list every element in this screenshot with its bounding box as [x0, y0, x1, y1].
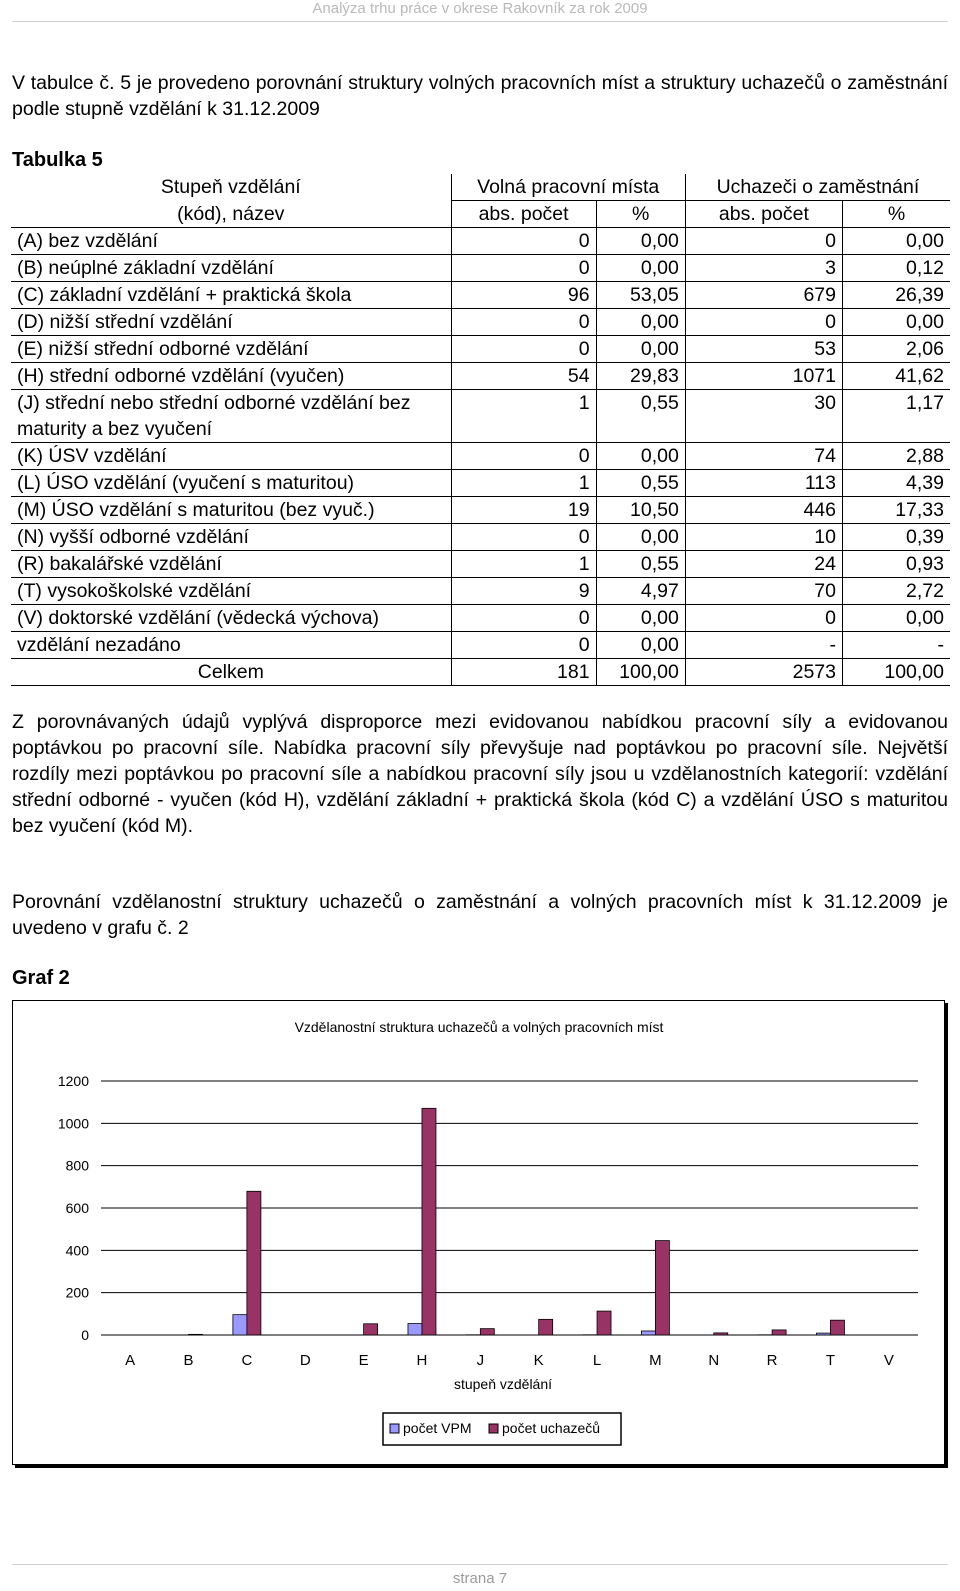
y-tick-label: 200	[65, 1284, 89, 1301]
row-uch-pct: 17,33	[842, 497, 950, 524]
bar-uch	[655, 1241, 669, 1335]
row-uch: 0	[685, 605, 842, 632]
row-name: (H) střední odborné vzdělání (vyučen)	[11, 363, 451, 390]
table-row	[11, 363, 950, 390]
header-vpm-abs: abs. počet	[451, 201, 596, 228]
row-uch-pct: 4,39	[842, 470, 950, 497]
bar-chart	[13, 1001, 944, 1464]
analysis-paragraph: Z porovnávaných údajů vyplývá disproporce mezi evidovanou nabídkou pracovní síly a evidovanou poptávkou po pracovní síle. Nabídka pracovní síly převyšuje nad poptávkou po pracovní síle. Největší rozdíly mezi poptávkou po pracovní síle a nabídkou pracovní síly jsou u vzdělanostních kategorií: vzdělání střední odborné - vyučen (kód H), vzdělání základní + praktická škola (kód C) a vzdělání ÚSO s maturitou bez vyučení (kód M).	[12, 711, 948, 837]
header-col1-line1: Stupeň vzdělání	[160, 176, 301, 198]
header-uch-abs: abs. počet	[685, 201, 842, 228]
row-uch-pct: 2,06	[842, 336, 950, 363]
bar-vpm	[816, 1333, 830, 1335]
row-uch-pct: -	[842, 632, 950, 659]
education-table	[11, 174, 950, 686]
table-row	[11, 551, 950, 578]
header-vpm-pct: %	[596, 201, 685, 228]
bar-uch	[772, 1330, 786, 1335]
header-uch-pct: %	[842, 201, 950, 228]
row-vpm-pct: 0,55	[596, 390, 685, 443]
row-vpm: 9	[451, 578, 596, 605]
total-vpm: 181	[451, 659, 596, 686]
table-row	[11, 524, 950, 551]
row-vpm-pct: 0,00	[596, 228, 685, 255]
y-tick-label: 400	[65, 1242, 89, 1259]
row-uch-pct: 0,00	[842, 605, 950, 632]
table-row	[11, 470, 950, 497]
bar-uch	[714, 1333, 728, 1335]
row-uch: 1071	[685, 363, 842, 390]
row-vpm-pct: 29,83	[596, 363, 685, 390]
row-uch: 70	[685, 578, 842, 605]
legend-swatch-vpm	[390, 1424, 399, 1433]
table-row	[11, 578, 950, 605]
x-axis-label: stupeň vzdělání	[453, 1376, 553, 1392]
row-vpm-pct: 0,00	[596, 255, 685, 282]
row-vpm-pct: 0,55	[596, 470, 685, 497]
bar-uch	[539, 1319, 553, 1335]
y-tick-label: 1000	[57, 1115, 89, 1132]
chart-frame	[12, 1000, 945, 1465]
row-uch: 10	[685, 524, 842, 551]
row-vpm: 1	[451, 390, 596, 443]
row-name: (D) nižší střední vzdělání	[11, 309, 451, 336]
header-divider	[12, 21, 948, 22]
row-vpm-pct: 53,05	[596, 282, 685, 309]
row-vpm: 0	[451, 228, 596, 255]
bar-uch	[189, 1334, 203, 1335]
x-tick-label: J	[476, 1352, 485, 1369]
row-uch: 24	[685, 551, 842, 578]
row-vpm-pct: 10,50	[596, 497, 685, 524]
bar-uch	[247, 1191, 261, 1335]
page-header: Analýza trhu práce v okrese Rakovník za rok 2009	[312, 0, 648, 17]
row-name: (C) základní vzdělání + praktická škola	[11, 282, 451, 309]
row-uch-pct: 2,88	[842, 443, 950, 470]
footer-divider	[12, 1564, 948, 1565]
bar-uch	[597, 1311, 611, 1335]
row-vpm-pct: 0,55	[596, 551, 685, 578]
row-uch-pct: 0,12	[842, 255, 950, 282]
y-tick-label: 800	[65, 1157, 89, 1174]
table-row	[11, 632, 950, 659]
row-vpm: 1	[451, 551, 596, 578]
x-tick-label: D	[299, 1352, 311, 1369]
row-vpm-pct: 0,00	[596, 605, 685, 632]
row-name: (L) ÚSO vzdělání (vyučení s maturitou)	[11, 470, 451, 497]
row-uch: 0	[685, 228, 842, 255]
x-tick-label: C	[241, 1352, 253, 1369]
row-uch-pct: 0,00	[842, 309, 950, 336]
x-tick-label: B	[183, 1352, 194, 1369]
bar-uch	[364, 1324, 378, 1335]
table-row	[11, 390, 950, 443]
row-vpm-pct: 0,00	[596, 309, 685, 336]
table-total-row	[11, 659, 950, 686]
row-vpm: 96	[451, 282, 596, 309]
row-vpm: 1	[451, 470, 596, 497]
row-vpm: 0	[451, 443, 596, 470]
bar-uch	[830, 1320, 844, 1335]
chart-title: Vzdělanostní struktura uchazečů a volných pracovních míst	[294, 1019, 664, 1035]
header-col1-line2: (kód), název	[177, 202, 285, 225]
table-row	[11, 443, 950, 470]
bar-vpm	[408, 1324, 422, 1335]
table-row	[11, 255, 950, 282]
row-uch-pct: 0,39	[842, 524, 950, 551]
x-tick-label: T	[825, 1352, 836, 1369]
row-name: (J) střední nebo střední odborné vzdělání bez maturity a bez vyučení	[11, 390, 451, 443]
row-vpm: 19	[451, 497, 596, 524]
row-uch: 53	[685, 336, 842, 363]
x-tick-label: V	[883, 1352, 894, 1369]
header-uch-group: Uchazeči o zaměstnání	[685, 174, 950, 201]
row-vpm: 0	[451, 309, 596, 336]
bar-vpm	[641, 1331, 655, 1335]
row-uch-pct: 0,93	[842, 551, 950, 578]
table-header-row-2	[11, 201, 950, 228]
x-tick-label: L	[592, 1352, 602, 1369]
row-uch: 446	[685, 497, 842, 524]
row-vpm-pct: 4,97	[596, 578, 685, 605]
row-name: (B) neúplné základní vzdělání	[11, 255, 451, 282]
table-row	[11, 228, 950, 255]
row-name: (T) vysokoškolské vzdělání	[11, 578, 451, 605]
table-header-row-1	[11, 174, 950, 201]
table-row	[11, 605, 950, 632]
row-name: (R) bakalářské vzdělání	[11, 551, 451, 578]
row-vpm-pct: 0,00	[596, 524, 685, 551]
row-uch: 679	[685, 282, 842, 309]
table-caption: Tabulka 5	[12, 149, 103, 171]
row-uch-pct: 0,00	[842, 228, 950, 255]
total-label: Celkem	[11, 659, 451, 686]
row-vpm-pct: 0,00	[596, 443, 685, 470]
row-vpm: 0	[451, 605, 596, 632]
row-uch: 30	[685, 390, 842, 443]
row-name: (M) ÚSO vzdělání s maturitou (bez vyuč.)	[11, 497, 451, 524]
row-name: (N) vyšší odborné vzdělání	[11, 524, 451, 551]
x-tick-label: E	[358, 1352, 369, 1369]
row-name: (V) doktorské vzdělání (vědecká výchova)	[11, 605, 451, 632]
legend-swatch-uch	[489, 1424, 498, 1433]
graph-intro-paragraph: Porovnání vzdělanostní struktury uchazečů o zaměstnání a volných pracovních míst k 31.12.2009 je uvedeno v grafu č. 2	[12, 891, 948, 939]
page-number: strana 7	[452, 1570, 508, 1587]
bar-vpm	[233, 1315, 247, 1335]
row-uch: 0	[685, 309, 842, 336]
row-uch: 74	[685, 443, 842, 470]
table-row	[11, 497, 950, 524]
graph-caption: Graf 2	[12, 967, 70, 989]
row-vpm: 0	[451, 632, 596, 659]
legend-label-vpm: počet VPM	[403, 1420, 472, 1436]
y-tick-label: 1200	[57, 1073, 89, 1089]
row-name: (K) ÚSV vzdělání	[11, 443, 451, 470]
table-row	[11, 309, 950, 336]
legend-label-uch: počet uchazečů	[502, 1420, 601, 1436]
table-row	[11, 282, 950, 309]
row-name: (E) nižší střední odborné vzdělání	[11, 336, 451, 363]
row-uch: 3	[685, 255, 842, 282]
row-vpm: 54	[451, 363, 596, 390]
row-uch-pct: 1,17	[842, 390, 950, 443]
bar-uch	[422, 1108, 436, 1335]
x-tick-label: A	[125, 1352, 136, 1369]
bar-uch	[480, 1329, 494, 1335]
row-vpm-pct: 0,00	[596, 632, 685, 659]
intro-paragraph: V tabulce č. 5 je provedeno porovnání struktury volných pracovních míst a struktury uchazečů o zaměstnání podle stupně vzdělání k 31.12.2009	[12, 72, 948, 120]
row-uch: -	[685, 632, 842, 659]
row-uch-pct: 41,62	[842, 363, 950, 390]
row-uch-pct: 2,72	[842, 578, 950, 605]
x-tick-label: N	[708, 1352, 720, 1369]
x-tick-label: M	[649, 1352, 662, 1369]
table-row	[11, 336, 950, 363]
row-vpm: 0	[451, 255, 596, 282]
x-tick-label: K	[533, 1352, 544, 1369]
y-tick-label: 600	[65, 1200, 89, 1216]
x-tick-label: H	[416, 1352, 428, 1369]
row-vpm: 0	[451, 336, 596, 363]
row-name: (A) bez vzdělání	[11, 228, 451, 255]
row-vpm: 0	[451, 524, 596, 551]
y-tick-label: 0	[81, 1327, 89, 1343]
header-vpm-group: Volná pracovní místa	[451, 174, 685, 201]
row-name: vzdělání nezadáno	[11, 632, 451, 659]
total-vpm-pct: 100,00	[596, 659, 685, 686]
row-uch-pct: 26,39	[842, 282, 950, 309]
total-uch-pct: 100,00	[842, 659, 950, 686]
x-tick-label: R	[766, 1352, 778, 1369]
row-vpm-pct: 0,00	[596, 336, 685, 363]
row-uch: 113	[685, 470, 842, 497]
total-uch: 2573	[685, 659, 842, 686]
